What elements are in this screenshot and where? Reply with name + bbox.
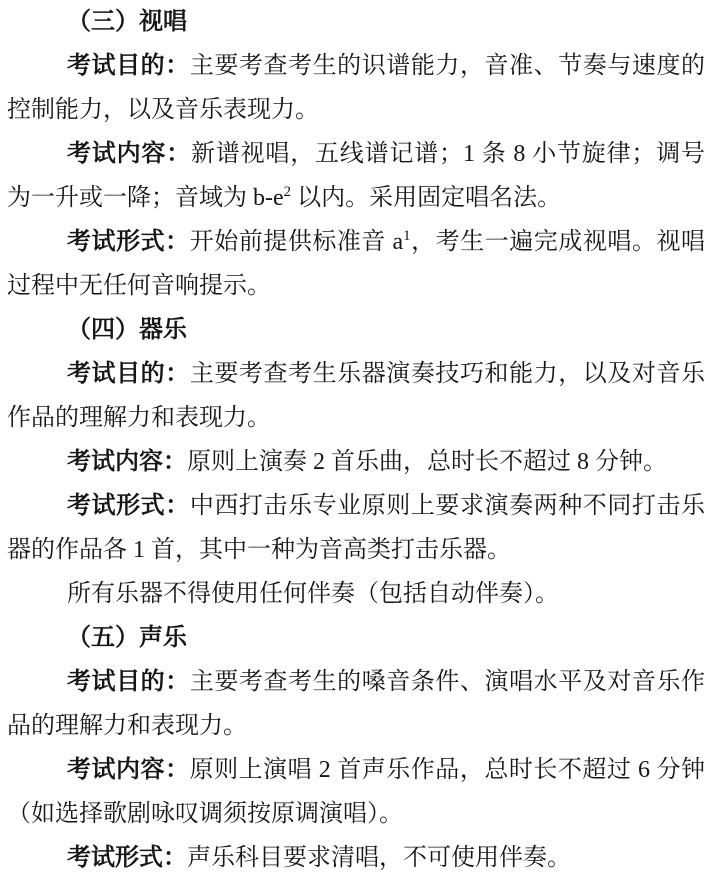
paragraph-label: 考试内容： xyxy=(67,449,187,475)
paragraph-exam-purpose xyxy=(7,352,705,440)
paragraph-text: 所有乐器不得使用任何伴奏（包括自动伴奏）。 xyxy=(67,581,559,607)
paragraph-text: 主要考查考生的识谱能力，音准、节奏与速度的控制能力，以及音乐表现力。 xyxy=(7,53,706,123)
paragraph-text: 声乐科目要求清唱，不可使用伴奏。 xyxy=(187,845,571,871)
paragraph-text: ，考生一遍完成视唱。视唱过程中无任何音响提示。 xyxy=(7,229,706,299)
paragraph-label: 考试形式： xyxy=(67,229,190,255)
paragraph-label: 考试目的： xyxy=(67,361,190,387)
paragraph-label: 考试形式： xyxy=(67,493,190,519)
paragraph-label: 考试内容： xyxy=(67,141,191,167)
section-heading-sight-singing xyxy=(7,0,705,44)
paragraph-label: 考试目的： xyxy=(67,669,190,695)
section-heading-instrumental xyxy=(7,308,705,352)
paragraph-text: 原则上演唱 2 首声乐作品，总时长不超过 6 分钟（如选择歌剧咏叹调须按原调演唱）。 xyxy=(7,757,705,827)
paragraph-exam-format xyxy=(7,484,705,572)
section-heading-text: （四）器乐 xyxy=(67,317,187,343)
paragraph-text: 主要考查考生的嗓音条件、演唱水平及对音乐作品的理解力和表现力。 xyxy=(7,669,706,739)
superscript: 1 xyxy=(403,228,411,244)
section-heading-vocal xyxy=(7,616,705,660)
paragraph-exam-purpose xyxy=(7,660,705,748)
paragraph-text: 原则上演奏 2 首乐曲，总时长不超过 8 分钟。 xyxy=(187,449,667,475)
paragraph-text: 中西打击乐专业原则上要求演奏两种不同打击乐器的作品各 1 首，其中一种为音高类打击乐器。 xyxy=(7,493,706,563)
superscript: 2 xyxy=(283,184,292,200)
document-body xyxy=(7,0,705,880)
paragraph-text: 开始前提供标准音 a xyxy=(189,229,404,255)
paragraph-exam-content xyxy=(7,132,705,220)
section-heading-text: （三）视唱 xyxy=(67,9,187,35)
paragraph-exam-content xyxy=(7,440,705,484)
section-heading-text: （五）声乐 xyxy=(67,625,187,651)
paragraph-exam-format xyxy=(7,220,705,308)
paragraph-exam-purpose xyxy=(7,44,705,132)
paragraph-label: 考试内容： xyxy=(67,757,190,783)
paragraph-label: 考试目的： xyxy=(67,53,190,79)
paragraph-no-accompaniment-note xyxy=(7,572,705,616)
paragraph-label: 考试形式： xyxy=(67,845,187,871)
paragraph-text: 新谱视唱，五线谱记谱；1 条 8 小节旋律；调号为一升或一降；音域为 b-e xyxy=(7,141,705,211)
paragraph-exam-content xyxy=(7,748,705,836)
paragraph-text: 以内。采用固定唱名法。 xyxy=(291,185,562,211)
paragraph-text: 主要考查考生乐器演奏技巧和能力，以及对音乐作品的理解力和表现力。 xyxy=(7,361,706,431)
paragraph-exam-format xyxy=(7,836,705,880)
